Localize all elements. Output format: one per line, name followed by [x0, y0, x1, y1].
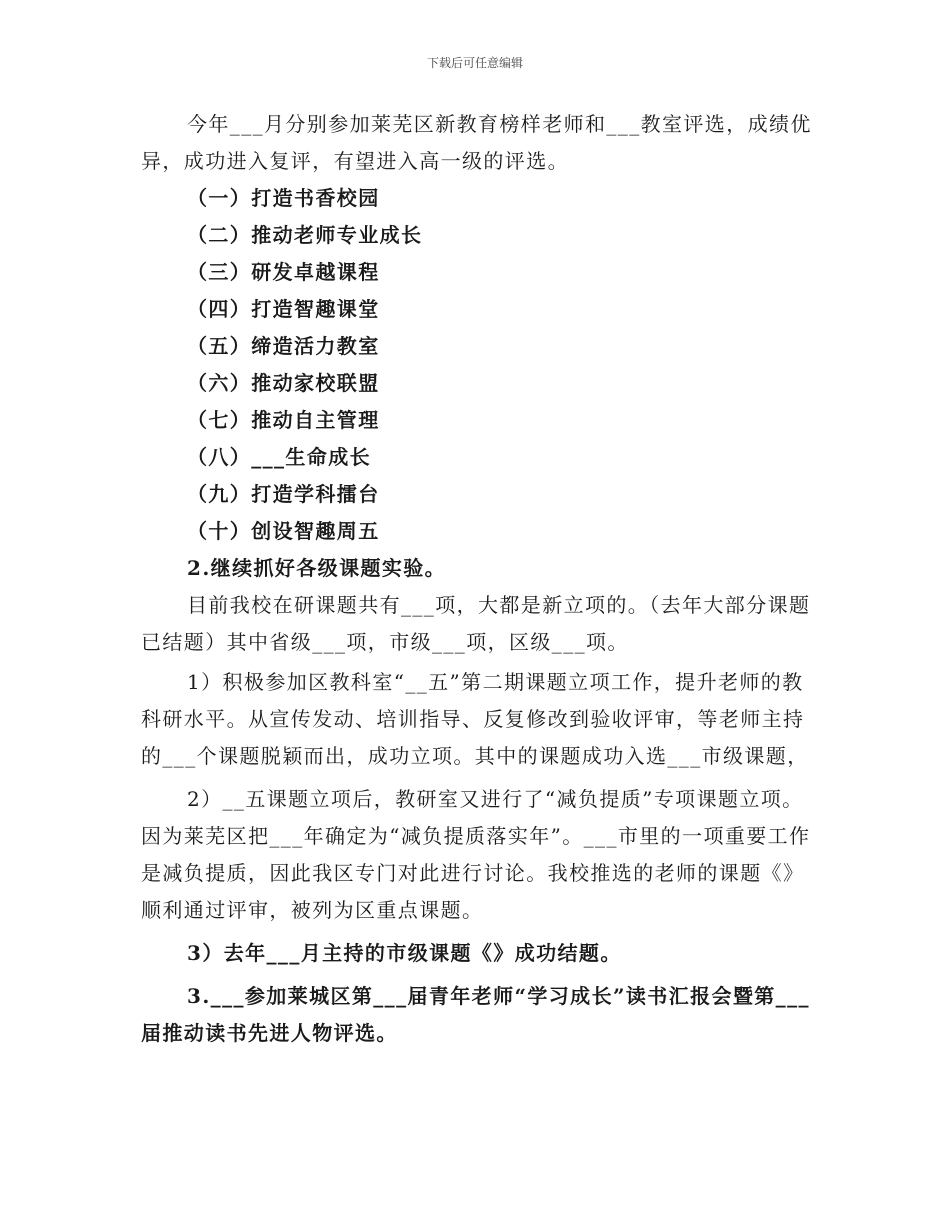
paragraph-project-approval: 1）积极参加区教科室“__五”第二期课题立项工作，提升老师的教科研水平。从宣传发动、培训指导、反复修改到验收评审，等老师主持的___个课题脱颖而出，成功立项。其中的课题成功入选___市级课题，	[141, 670, 809, 768]
paragraph-project-completion: 3）去年___月主持的市级课题《》成功结题。	[187, 941, 622, 965]
list-item: （五）缔造活力教室	[187, 334, 380, 358]
list-item: （六）推动家校联盟	[187, 371, 380, 395]
section-heading-reading: 3.___参加莱城区第___届青年老师“学习成长”读书汇报会暨第___届推动读书先进人物评选。	[141, 984, 810, 1045]
list-item: （八）___生命成长	[187, 445, 371, 469]
list-item: （二）推动老师专业成长	[187, 223, 423, 247]
list-item: （三）研发卓越课程	[187, 260, 380, 284]
list-item: （一）打造书香校园	[187, 186, 380, 210]
list-item: （九）打造学科擂台	[187, 482, 380, 506]
page-header: 下载后可任意编辑	[426, 56, 523, 70]
document-body	[141, 106, 813, 1052]
list-item: （十）创设智趣周五	[187, 519, 380, 543]
section-heading-research: 2.继续抓好各级课题实验。	[187, 556, 447, 580]
paragraph-research-count: 目前我校在研课题共有___项，大都是新立项的。（去年大部分课题已结题）其中省级___项，市级___项，区级___项。	[141, 593, 811, 654]
paragraph-burden-reduction: 2）__五课题立项后，教研室又进行了“减负提质”专项课题立项。因为莱芜区把___年确定为“减负提质落实年”。___市里的一项重要工作是减负提质，因此我区专门对此进行讨论。我校推选的老师的课题《》顺利通过评审，被列为区重点课题。	[141, 787, 811, 922]
list-item: （四）打造智趣课堂	[187, 297, 380, 321]
paragraph-evaluation: 今年___月分别参加莱芜区新教育榜样老师和___教室评选，成绩优异，成功进入复评，有望进入高一级的评选。	[141, 112, 812, 173]
list-item: （七）推动自主管理	[187, 408, 380, 432]
